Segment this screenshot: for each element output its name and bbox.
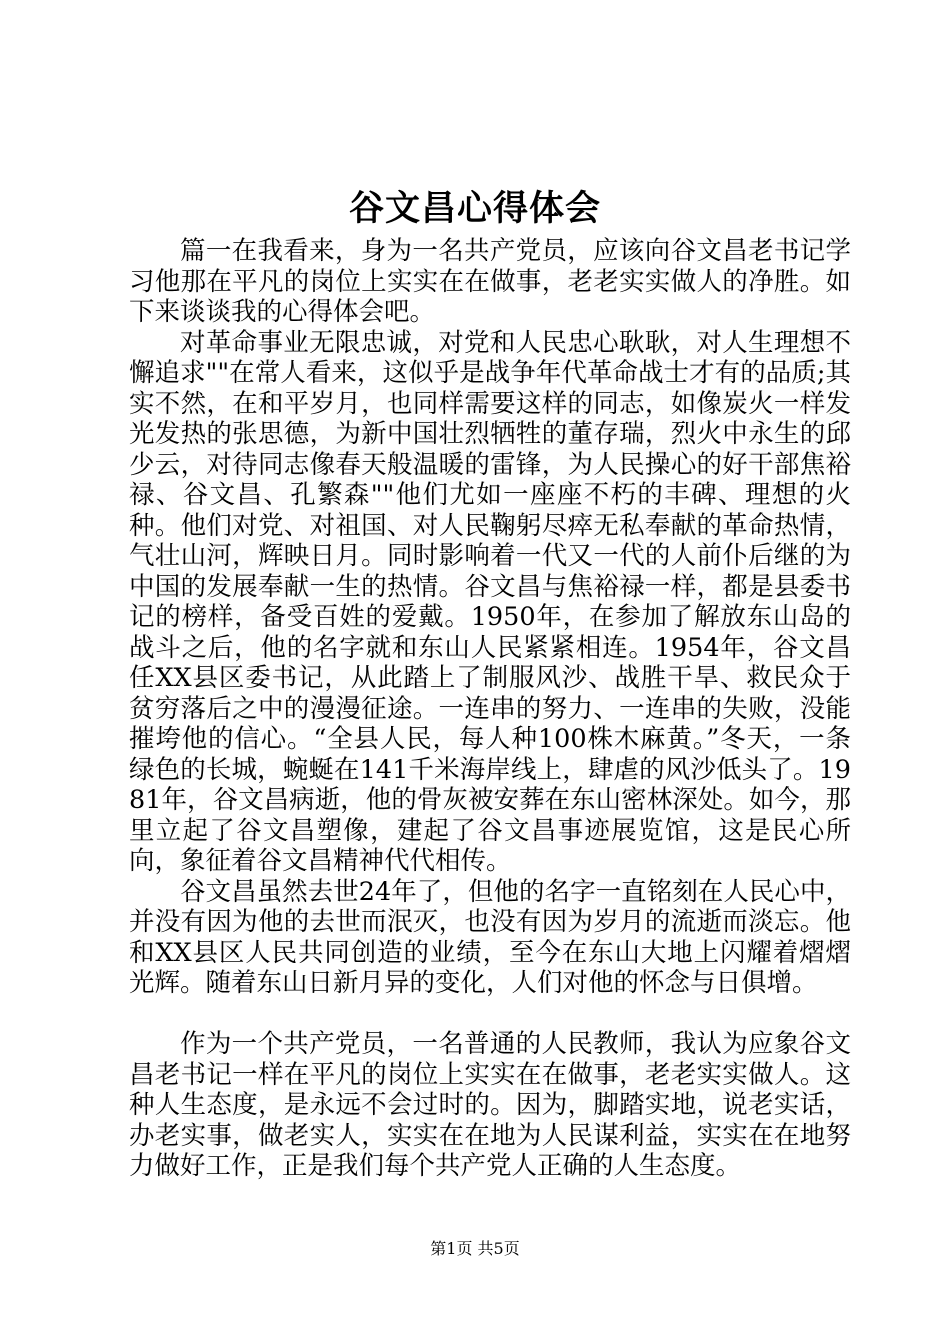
page-number-footer: 第1页 共5页 [430,1239,520,1258]
paragraph-4: 作为一个共产党员，一名普通的人民教师，我认为应象谷文昌老书记一样在平凡的岗位上实实在在做事，老老实实做人。这种人生态度，是永远不会过时的。因为，脚踏实地，说老实话，办老实事，做老实人，实实在在地为人民谋利益，实实在在地努力做好工作，正是我们每个共产党人正确的人生态度。 [129,1029,851,1181]
paragraph-gap [129,999,851,1030]
paragraph-2: 对革命事业无限忠诚，对党和人民忠心耿耿，对人生理想不懈追求""在常人看来，这似乎是战争年代革命战士才有的品质;其实不然，在和平岁月，也同样需要这样的同志，如像炭火一样发光发热的张思德，为新中国壮烈牺牲的董存瑞，烈火中永生的邱少云，对待同志像春天般温暖的雷锋，为人民操心的好干部焦裕禄、谷文昌、孔繁森""他们尤如一座座不朽的丰碑、理想的火种。他们对党、对祖国、对人民鞠躬尽瘁无私奉献的革命热情，气壮山河，辉映日月。同时影响着一代又一代的人前仆后继的为中国的发展奉献一生的热情。谷文昌与焦裕禄一样，都是县委书记的榜样，备受百姓的爱戴。1950年，在参加了解放东山岛的战斗之后，他的名字就和东山人民紧紧相连。1954年，谷文昌任XX县区委书记，从此踏上了制服风沙、战胜干旱、救民众于贫穷落后之中的漫漫征途。一连串的努力、一连串的失败，没能摧垮他的信心。“全县人民，每人种100株木麻黄。”冬天，一条绿色的长城，蜿蜒在141千米海岸线上，肆虐的风沙低头了。1981年，谷文昌病逝，他的骨灰被安葬在东山密林深处。如今，那里立起了谷文昌塑像，建起了谷文昌事迹展览馆，这是民心所向，象征着谷文昌精神代代相传。 [129,327,851,876]
document-title: 谷文昌心得体会 [348,188,601,229]
paragraph-1: 篇一在我看来，身为一名共产党员，应该向谷文昌老书记学习他那在平凡的岗位上实实在在做事，老老实实做人的净胜。如下来谈谈我的心得体会吧。 [129,236,851,327]
document-body [129,236,851,1182]
paragraph-3: 谷文昌虽然去世24年了，但他的名字一直铭刻在人民心中，并没有因为他的去世而泯灭，也没有因为岁月的流逝而淡忘。他和XX县区人民共同创造的业绩，至今在东山大地上闪耀着熠熠光辉。随着东山日新月异的变化，人们对他的怀念与日俱增。 [129,876,851,998]
